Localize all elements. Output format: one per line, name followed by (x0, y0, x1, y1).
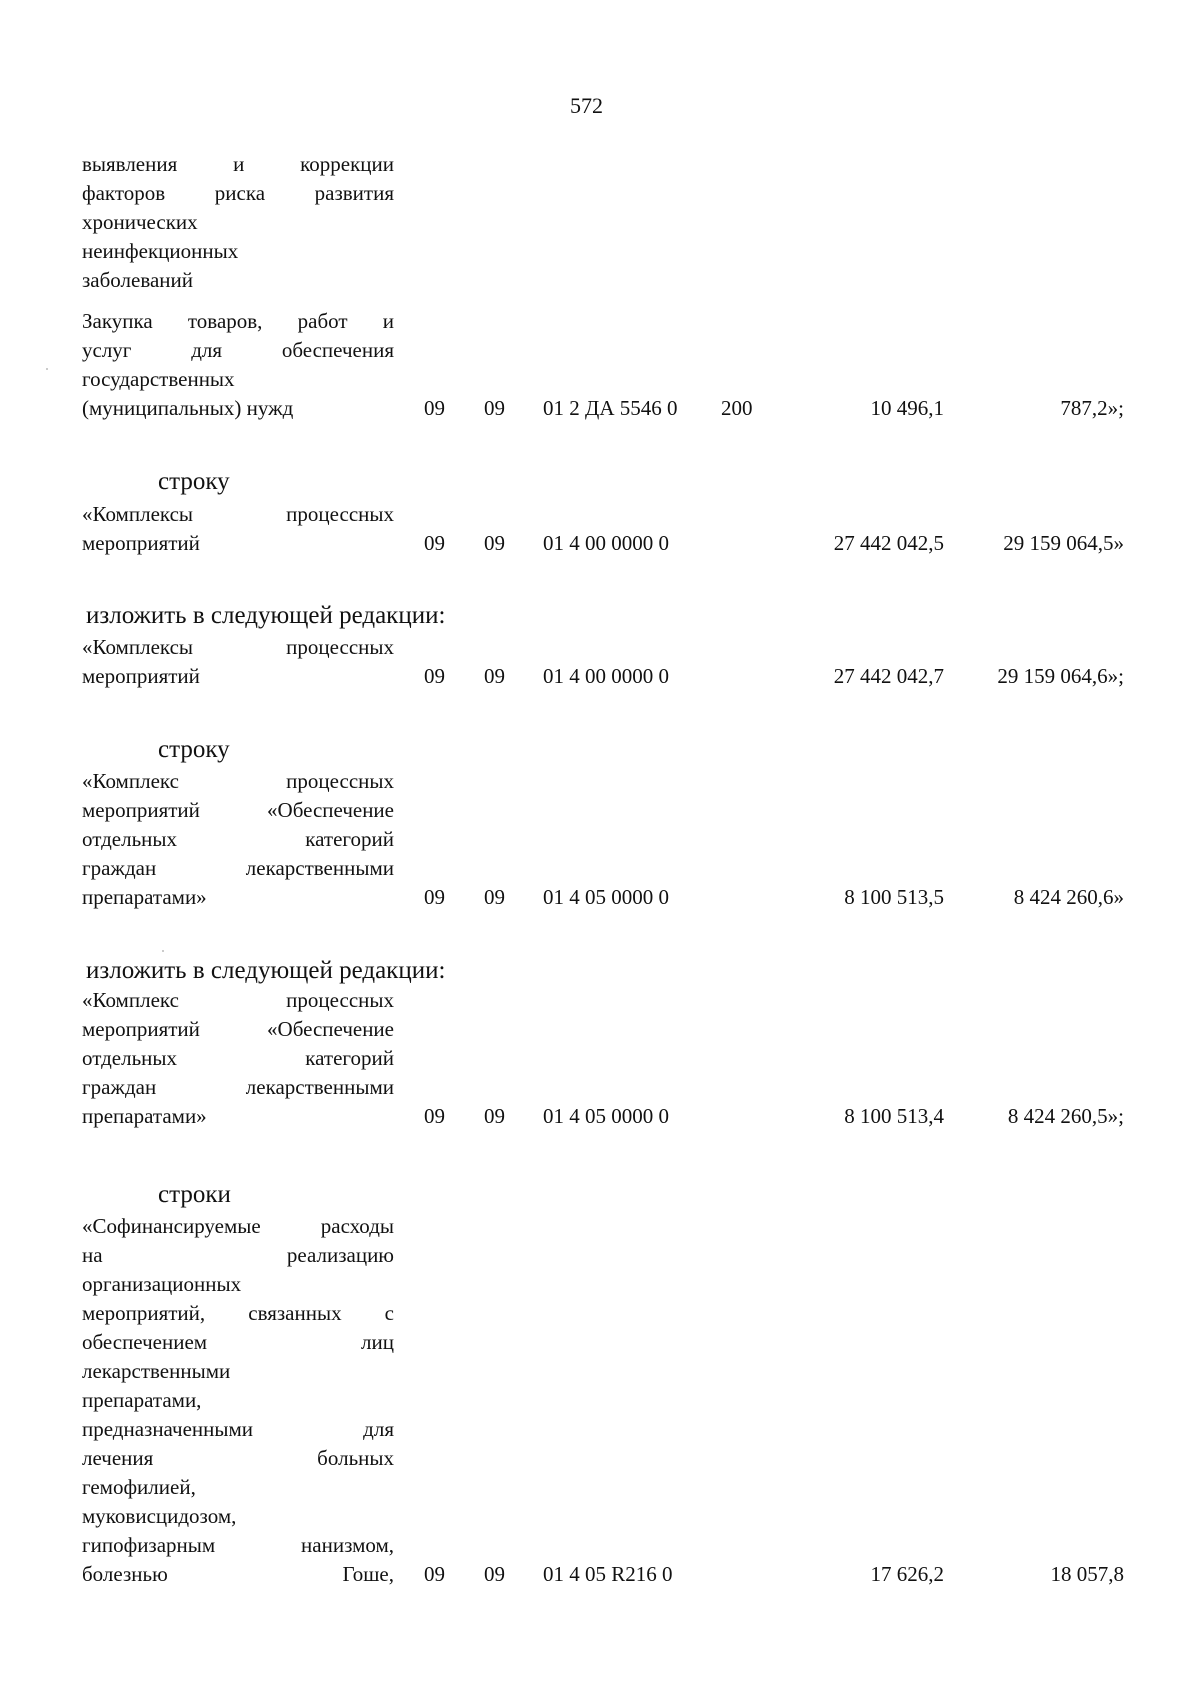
csr-cell: 01 4 05 0000 0 (543, 1104, 669, 1128)
row-label (82, 500, 394, 558)
section-heading: строку (158, 736, 230, 763)
sum-year2-cell: 29 159 064,5» (1003, 531, 1124, 555)
row-label (82, 307, 394, 423)
pr-cell: 09 (484, 1562, 505, 1586)
pr-cell: 09 (484, 531, 505, 555)
label-line: «Комплексы процессных (82, 635, 394, 659)
label-line: «Комплекс процессных (82, 769, 394, 793)
label-line: выявления и коррекции (82, 152, 394, 176)
label-line: мероприятий (82, 531, 200, 555)
sum-year2-cell: 8 424 260,6» (1013, 885, 1124, 909)
label-line: мероприятий, связанных с (82, 1301, 394, 1325)
rz-cell: 09 (424, 664, 445, 688)
vr-cell: 200 (721, 396, 753, 420)
sum-year2-cell: 29 159 064,6»; (997, 664, 1124, 688)
label-line: препаратами, (82, 1388, 202, 1412)
label-line: обеспечением лиц (82, 1330, 394, 1354)
label-line: услуг для обеспечения (82, 338, 394, 362)
label-line: мероприятий (82, 664, 200, 688)
label-line: граждан лекарственными (82, 1075, 394, 1099)
pr-cell: 09 (484, 396, 505, 420)
rz-cell: 09 (424, 396, 445, 420)
label-line: отдельных категорий (82, 827, 394, 851)
label-line: на реализацию (82, 1243, 394, 1267)
csr-cell: 01 4 00 0000 0 (543, 664, 669, 688)
section-heading: строку (158, 468, 230, 495)
sum-year1-cell: 10 496,1 (870, 396, 944, 420)
csr-cell: 01 4 05 0000 0 (543, 885, 669, 909)
label-line: неинфекционных (82, 239, 239, 263)
rz-cell: 09 (424, 1104, 445, 1128)
row-label (82, 1212, 394, 1589)
label-line: препаратами» (82, 1104, 207, 1128)
pr-cell: 09 (484, 664, 505, 688)
label-line: предназначенными для (82, 1417, 394, 1441)
csr-cell: 01 2 ДА 5546 0 (543, 396, 678, 420)
row-label (82, 633, 394, 691)
section-heading: изложить в следующей редакции: (86, 602, 446, 629)
label-line: препаратами» (82, 885, 207, 909)
section-heading: строки (158, 1181, 231, 1208)
sum-year2-cell: 18 057,8 (1050, 1562, 1124, 1586)
label-line: муковисцидозом, (82, 1504, 237, 1528)
sum-year1-cell: 8 100 513,5 (844, 885, 944, 909)
label-line: государственных (82, 367, 235, 391)
rz-cell: 09 (424, 885, 445, 909)
label-line: факторов риска развития (82, 181, 394, 205)
rz-cell: 09 (424, 531, 445, 555)
label-line: гипофизарным нанизмом, (82, 1533, 394, 1557)
row-label (82, 150, 394, 295)
label-line: «Комплекс процессных (82, 988, 394, 1012)
pr-cell: 09 (484, 885, 505, 909)
scan-speck (46, 368, 48, 370)
label-line: отдельных категорий (82, 1046, 394, 1070)
label-line: мероприятий «Обеспечение (82, 798, 394, 822)
label-line: граждан лекарственными (82, 856, 394, 880)
sum-year1-cell: 8 100 513,4 (844, 1104, 944, 1128)
sum-year2-cell: 8 424 260,5»; (1007, 1104, 1124, 1128)
label-line: болезнью Гоше, (82, 1562, 394, 1586)
page-number: 572 (570, 93, 603, 118)
sum-year1-cell: 27 442 042,5 (833, 531, 944, 555)
row-label (82, 767, 394, 912)
label-line: гемофилией, (82, 1475, 196, 1499)
label-line: «Софинансируемые расходы (82, 1214, 394, 1238)
sum-year1-cell: 27 442 042,7 (833, 664, 944, 688)
label-line: лечения больных (82, 1446, 394, 1470)
row-label (82, 986, 394, 1131)
label-line: лекарственными (82, 1359, 231, 1383)
csr-cell: 01 4 05 R216 0 (543, 1562, 673, 1586)
pr-cell: 09 (484, 1104, 505, 1128)
scan-speck (162, 950, 164, 952)
label-line: «Комплексы процессных (82, 502, 394, 526)
label-line: организационных (82, 1272, 242, 1296)
label-line: мероприятий «Обеспечение (82, 1017, 394, 1041)
rz-cell: 09 (424, 1562, 445, 1586)
sum-year2-cell: 787,2»; (1060, 396, 1124, 420)
label-line: Закупка товаров, работ и (82, 309, 394, 333)
label-line: (муниципальных) нужд (82, 396, 294, 420)
csr-cell: 01 4 00 0000 0 (543, 531, 669, 555)
label-line: заболеваний (82, 268, 193, 292)
sum-year1-cell: 17 626,2 (870, 1562, 944, 1586)
section-heading: изложить в следующей редакции: (86, 957, 446, 984)
label-line: хронических (82, 210, 198, 234)
